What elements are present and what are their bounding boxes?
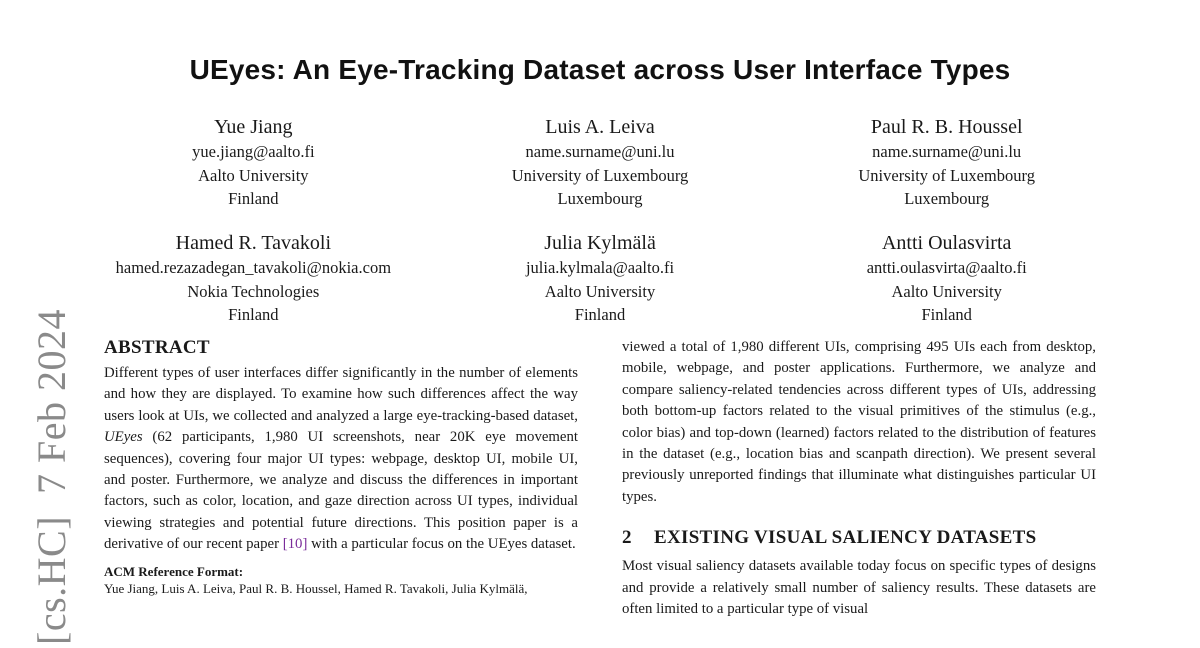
abstract-text: (62 participants, 1,980 UI screenshots, near 20K eye movement sequences), covering four major UI types: webpage, desktop UI, mobile UI, and poster. Furthermore, we analyze and discuss the differences in important factors, such as color, location, and gaze direction across UI types, individual viewing strategies and potential future directions. This position paper is a derivative of our recent paper	[104, 429, 578, 553]
paper-title: UEyes: An Eye-Tracking Dataset across User Interface Types	[189, 54, 1011, 85]
section-heading	[622, 526, 1096, 550]
author-affiliation: Aalto University	[544, 281, 656, 301]
arxiv-stamp	[28, 309, 75, 645]
author-country: Luxembourg	[557, 189, 643, 208]
abstract-paragraph	[104, 363, 578, 556]
author-email: name.surname@uni.lu	[525, 142, 675, 161]
abstract-continuation: viewed a total of 1,980 different UIs, comprising 495 UIs each from desktop, mobile, webpage, and poster applications. Furthermore, we analyze and compare saliency-related tendencies across different types of UIs, addressing both bottom-up factors related to the visual primitives of the stimulus (e.g., color bias) and top-down (learned) factors related to the distribution of features in the dataset (e.g., location bias and scanpath direction). We present several previously unreported findings that illuminate what distinguishes particular UI types.	[622, 339, 1096, 505]
author-card	[773, 230, 1120, 346]
author-card	[80, 114, 427, 230]
author-country: Luxembourg	[904, 189, 990, 208]
author-name: Luis A. Leiva	[545, 116, 655, 138]
acm-reference-text: Yue Jiang, Luis A. Leiva, Paul R. B. Houssel, Hamed R. Tavakoli, Julia Kylmälä,	[104, 580, 528, 596]
author-country: Finland	[228, 305, 279, 324]
right-column	[622, 337, 1096, 620]
arxiv-category: [cs.HC]	[29, 515, 74, 645]
author-name: Yue Jiang	[214, 116, 293, 138]
abstract-heading: ABSTRACT	[104, 337, 210, 358]
author-block	[80, 114, 1120, 346]
author-name: Hamed R. Tavakoli	[175, 232, 332, 254]
author-email: hamed.rezazadegan_tavakoli@nokia.com	[115, 258, 392, 277]
author-name: Julia Kylmälä	[544, 232, 656, 254]
author-email: name.surname@uni.lu	[872, 142, 1022, 161]
author-affiliation: Nokia Technologies	[187, 281, 320, 301]
left-column	[104, 337, 578, 598]
author-row	[80, 230, 1120, 346]
section-number: 2	[622, 527, 632, 549]
section-paragraph: Most visual saliency datasets available today focus on specific types of designs and provide a relatively small number of saliency results. These datasets are often limited to a particular type of visual	[622, 558, 1096, 618]
arxiv-date: 7 Feb 2024	[29, 308, 74, 494]
author-card	[427, 230, 774, 346]
author-affiliation: University of Luxembourg	[511, 165, 689, 185]
author-card	[80, 230, 427, 346]
author-email: yue.jiang@aalto.fi	[192, 142, 315, 161]
author-row	[80, 114, 1120, 230]
dataset-name: UEyes	[104, 429, 143, 446]
citation-link[interactable]: [10]	[282, 536, 308, 553]
author-affiliation: University of Luxembourg	[858, 165, 1035, 185]
author-affiliation: Aalto University	[198, 165, 309, 185]
abstract-text: with a particular focus on the UEyes dataset.	[307, 536, 576, 553]
abstract-text: Different types of user interfaces differ significantly in the number of elements and how they are displayed. To examine how such differences affect the way users look at UIs, we collected and analyzed a large eye-tracking-based dataset,	[104, 365, 578, 424]
author-country: Finland	[574, 305, 626, 324]
author-card	[427, 114, 774, 230]
author-name: Paul R. B. Houssel	[870, 116, 1023, 138]
author-email: julia.kylmala@aalto.fi	[525, 258, 675, 277]
author-affiliation: Aalto University	[891, 281, 1002, 301]
author-card	[773, 114, 1120, 230]
author-country: Finland	[228, 189, 279, 208]
section-title: EXISTING VISUAL SALIENCY DATASETS	[654, 527, 1037, 549]
author-country: Finland	[921, 305, 972, 324]
author-name: Antti Oulasvirta	[881, 232, 1012, 254]
author-email: antti.oulasvirta@aalto.fi	[866, 258, 1027, 277]
acm-reference-heading: ACM Reference Format:	[104, 563, 244, 579]
